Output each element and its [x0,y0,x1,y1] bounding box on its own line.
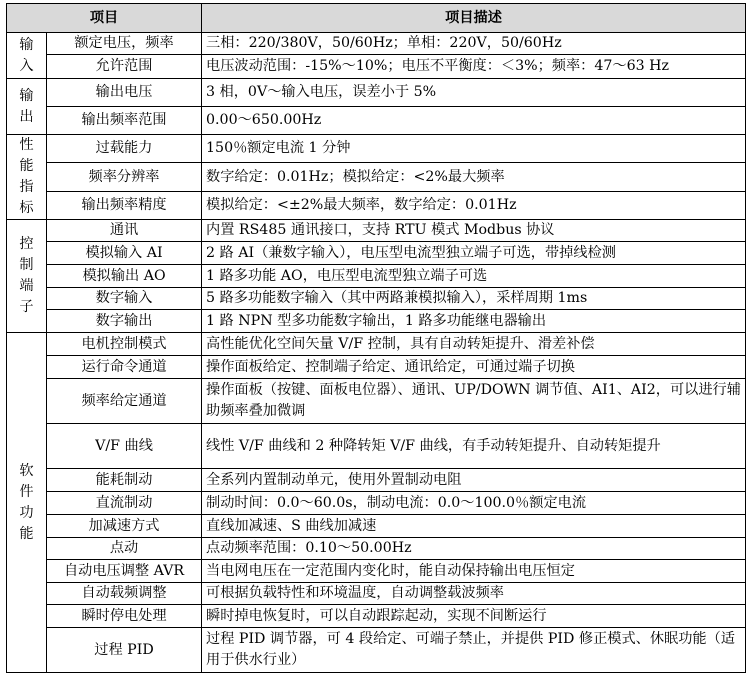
desc-cell: 直线加减速、S 曲线加减速 [202,515,746,538]
desc-cell: 三相：220/380V，50/60Hz；单相：220V，50/60Hz [202,33,746,55]
table-row [7,107,746,135]
desc-cell: 点动频率范围：0.10～50.00Hz [202,538,746,560]
desc-cell: 当电网电压在一定范围内变化时，能自动保持输出电压恒定 [202,560,746,583]
table-row [7,220,746,242]
item-cell: 过程 PID [47,628,202,673]
category-cell-control-terminals: 控制端子 [7,220,47,333]
item-cell: 自动载频调整 [47,583,202,605]
table-row [7,469,746,492]
table-header-row [7,4,746,33]
spec-table [6,3,746,673]
table-row [7,560,746,583]
desc-cell: 全系列内置制动单元，使用外置制动电阻 [202,469,746,492]
table-row [7,242,746,265]
category-cell-input: 输入 [7,33,47,79]
table-row [7,333,746,356]
desc-cell: 内置 RS485 通讯接口，支持 RTU 模式 Modbus 协议 [202,220,746,242]
table-row [7,288,746,310]
category-cell-performance: 性能指标 [7,135,47,220]
table-row [7,55,746,79]
desc-cell: 过程 PID 调节器，可 4 段给定、可端子禁止，并提供 PID 修正模式、休眠功能（适用于供水行业） [202,628,746,673]
table-row [7,379,746,424]
item-cell: 数字输出 [47,310,202,333]
desc-cell: 2 路 AI（兼数字输入），电压型电流型独立端子可选，带掉线检测 [202,242,746,265]
table-row [7,538,746,560]
spec-table-container [6,3,746,673]
category-cell-output: 输出 [7,79,47,135]
table-row [7,424,746,469]
desc-cell: 0.00～650.00Hz [202,107,746,135]
header-item: 项目 [7,4,202,33]
item-cell: 点动 [47,538,202,560]
table-row [7,265,746,288]
table-row [7,628,746,673]
desc-cell: 可根据负载特性和环境温度，自动调整载波频率 [202,583,746,605]
desc-cell: 5 路多功能数字输入（其中两路兼模拟输入），采样周期 1ms [202,288,746,310]
desc-cell: 1 路 NPN 型多功能数字输出，1 路多功能继电器输出 [202,310,746,333]
desc-cell: 150％额定电流 1 分钟 [202,135,746,163]
desc-cell: 电压波动范围：-15%～10%；电压不平衡度：＜3%；频率：47～63 Hz [202,55,746,79]
item-cell: V/F 曲线 [47,424,202,469]
item-cell: 允许范围 [47,55,202,79]
item-cell: 过载能力 [47,135,202,163]
table-row [7,605,746,628]
table-row [7,356,746,379]
item-cell: 模拟输入 AI [47,242,202,265]
item-cell: 直流制动 [47,492,202,515]
table-row [7,163,746,192]
item-cell: 输出频率精度 [47,192,202,220]
table-row [7,135,746,163]
header-description: 项目描述 [202,4,746,33]
item-cell: 数字输入 [47,288,202,310]
table-row [7,583,746,605]
item-cell: 模拟输出 AO [47,265,202,288]
table-row [7,310,746,333]
item-cell: 瞬时停电处理 [47,605,202,628]
category-cell-software-functions: 软件功能 [7,333,47,673]
desc-cell: 数字给定：0.01Hz；模拟给定：<2%最大频率 [202,163,746,192]
desc-cell: 制动时间：0.0～60.0s，制动电流：0.0～100.0％额定电流 [202,492,746,515]
desc-cell: 1 路多功能 AO，电压型电流型独立端子可选 [202,265,746,288]
desc-cell: 3 相，0V～输入电压，误差小于 5% [202,79,746,107]
desc-cell: 线性 V/F 曲线和 2 种降转矩 V/F 曲线，有手动转矩提升、自动转矩提升 [202,424,746,469]
table-row [7,79,746,107]
item-cell: 自动电压调整 AVR [47,560,202,583]
table-row [7,492,746,515]
table-row [7,192,746,220]
table-row [7,33,746,55]
item-cell: 能耗制动 [47,469,202,492]
item-cell: 频率给定通道 [47,379,202,424]
item-cell: 额定电压，频率 [47,33,202,55]
desc-cell: 操作面板给定、控制端子给定、通讯给定，可通过端子切换 [202,356,746,379]
item-cell: 运行命令通道 [47,356,202,379]
desc-cell: 高性能优化空间矢量 V/F 控制，具有自动转矩提升、滑差补偿 [202,333,746,356]
item-cell: 电机控制模式 [47,333,202,356]
desc-cell: 模拟给定：<±2%最大频率，数字给定：0.01Hz [202,192,746,220]
item-cell: 通讯 [47,220,202,242]
desc-cell: 操作面板（按键、面板电位器）、通讯、UP/DOWN 调节值、AI1、AI2，可以进行辅助频率叠加微调 [202,379,746,424]
item-cell: 输出电压 [47,79,202,107]
item-cell: 加减速方式 [47,515,202,538]
table-row [7,515,746,538]
item-cell: 输出频率范围 [47,107,202,135]
desc-cell: 瞬时掉电恢复时，可以自动跟踪起动，实现不间断运行 [202,605,746,628]
item-cell: 频率分辨率 [47,163,202,192]
